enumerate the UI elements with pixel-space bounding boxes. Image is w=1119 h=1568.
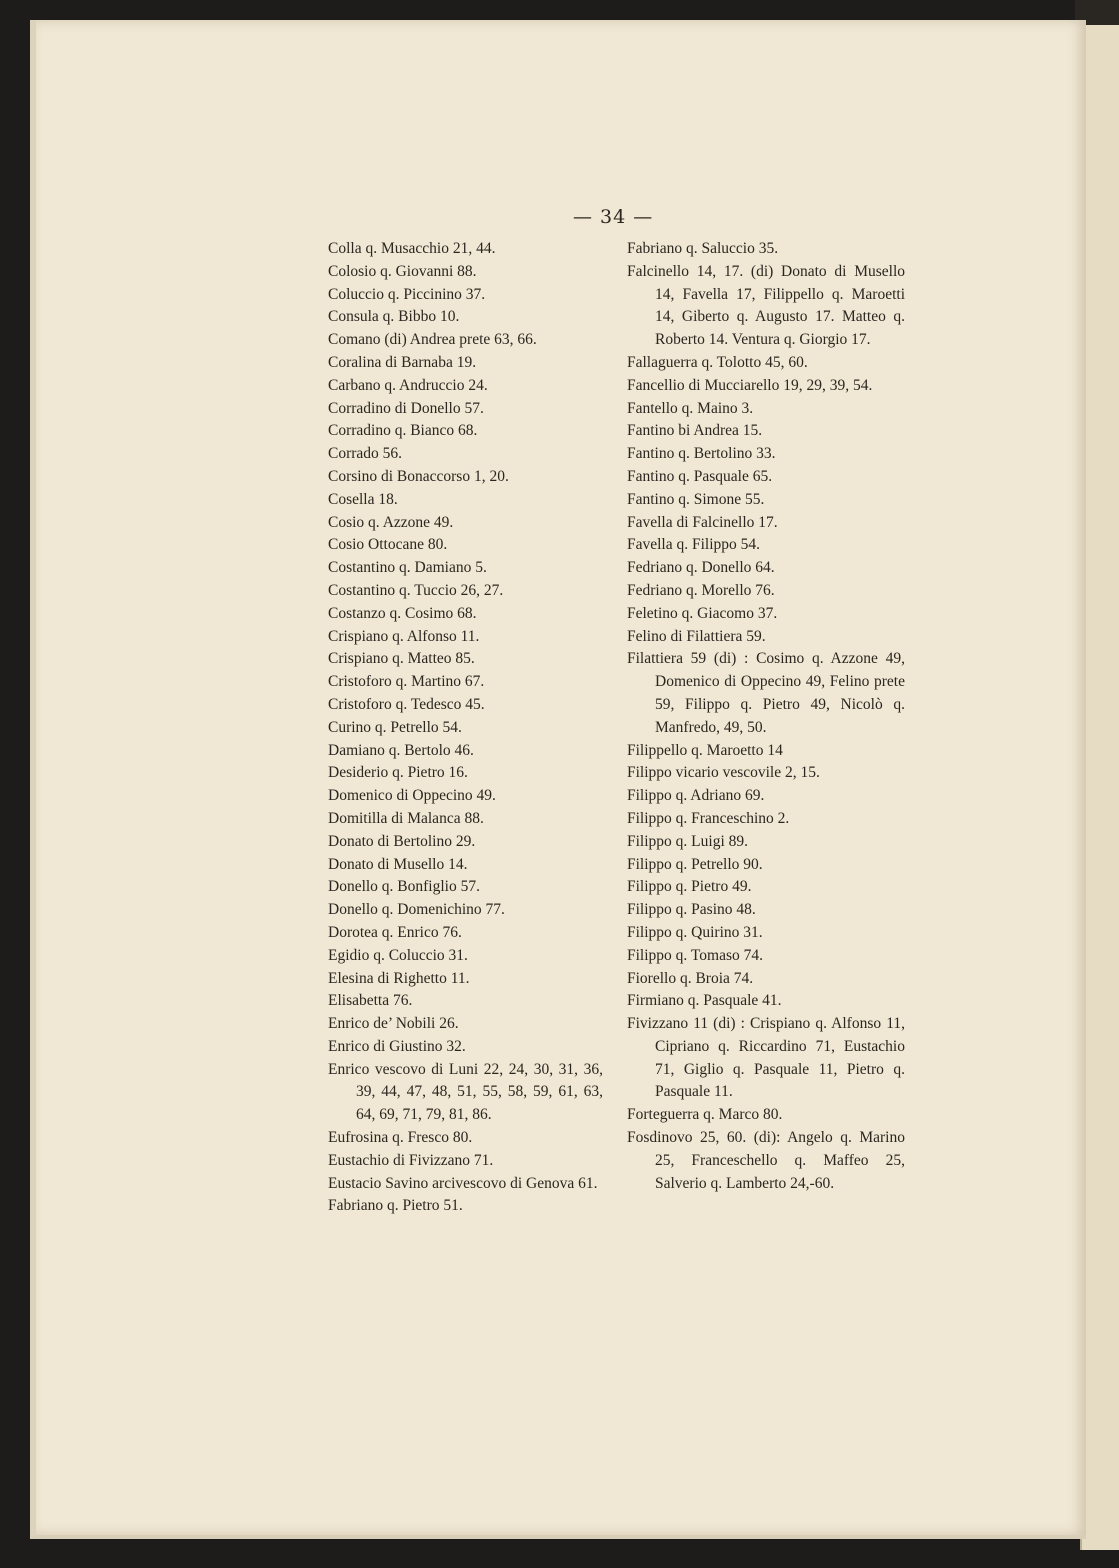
index-entry: Fabriano q. Saluccio 35. [627,240,779,257]
index-entry: Filippello q. Maroetto 14 [627,741,783,759]
index-entry: Cosio Ottocane 80. [328,536,448,554]
index-entry: Fivizzano 11 (di) : Crispiano q. Alfonso 11, Cipriano q. Riccardino 71, Eustachio 71, Giglio q. Pasquale 11, Pietro q. Pasquale 11. [627,1015,905,1101]
index-entry: Filippo q. Franceschino 2. [627,809,790,827]
index-entry: Enrico de’ Nobili 26. [328,1015,459,1033]
index-entry: Fantino q. Bertolino 33. [627,445,776,463]
index-entry: Filippo vicario vescovile 2, 15. [627,764,820,782]
index-entry: Filippo q. Adriano 69. [627,787,765,805]
index-entry: Carbano q. Andruccio 24. [328,376,488,394]
index-entry: Fancellio di Mucciarello 19, 29, 39, 54. [627,376,873,394]
index-entry: Fantino q. Simone 55. [627,490,765,508]
index-entry: Eufrosina q. Fresco 80. [328,1129,473,1147]
index-entry: Crispiano q. Alfonso 11. [328,627,480,645]
index-entry: Cristoforo q. Tedesco 45. [328,695,485,713]
index-entry: Fiorello q. Broia 74. [627,969,754,987]
index-entry: Comano (di) Andrea prete 63, 66. [328,331,537,349]
index-entry: Donello q. Bonfiglio 57. [328,878,480,896]
index-entry: Fosdinovo 25, 60. (di): Angelo q. Marino 25, Franceschello q. Maffeo 25, Salverio q. Lamberto 24,-60. [627,1129,905,1192]
index-entry: Egidio q. Coluccio 31. [328,946,468,964]
index-entry: Filippo q. Luigi 89. [627,832,748,850]
index-entry: Favella di Falcinello 17. [627,513,778,531]
index-entry: Costantino q. Damiano 5. [328,559,487,577]
index-entry: Fedriano q. Donello 64. [627,559,775,577]
index-column-left [328,238,603,1218]
index-entry: Eustachio di Fivizzano 71. [328,1151,494,1169]
index-entry: Elesina di Righetto 11. [328,969,470,987]
index-column-right [627,238,905,1195]
index-entry: Filippo q. Tomaso 74. [627,946,763,964]
index-entry: Donato di Musello 14. [328,855,468,873]
index-entry: Filippo q. Quirino 31. [627,923,763,941]
index-entry: Fantino q. Pasquale 65. [627,467,773,485]
index-entry: Domenico di Oppecino 49. [328,787,496,805]
index-entry: Fantino bi Andrea 15. [627,422,763,440]
index-entry: Curino q. Petrello 54. [328,718,462,736]
index-entry: Fantello q. Maino 3. [627,399,754,417]
index-entry: Corrado 56. [328,445,403,463]
index-entry: Falcinello 14, 17. (di) Donato di Musello 14, Favella 17, Filippello q. Maroetti 14, Giberto q. Augusto 17. Matteo q. Roberto 14. Ventura q. Giorgio 17. [627,262,905,349]
index-entry: Enrico di Giustino 32. [328,1037,466,1055]
index-entry: Fallaguerra q. Tolotto 45, 60. [627,353,808,371]
index-entry: Feletino q. Giacomo 37. [627,604,778,622]
index-entry: Crispiano q. Matteo 85. [328,650,475,668]
index-entry: Enrico vescovo di Luni 22, 24, 30, 31, 36, 39, 44, 47, 48, 51, 55, 58, 59, 61, 63, 64, 69, 71, 79, 81, 86. [328,1060,603,1124]
index-entry: Fedriano q. Morello 76. [627,581,775,599]
index-entry: Cosella 18. [328,490,398,508]
index-entry: Fabriano q. Pietro 51. [328,1197,463,1215]
index-entry: Donello q. Domenichino 77. [328,901,505,919]
index-entry: Damiano q. Bertolo 46. [328,741,474,759]
index-entry: Desiderio q. Pietro 16. [328,764,468,782]
index-entry: Firmiano q. Pasquale 41. [627,992,782,1010]
index-entry: Favella q. Filippo 54. [627,536,761,554]
index-entry: Colla q. Musacchio 21, 44. [328,240,496,257]
page-number: — 34 — [573,206,654,228]
index-entry: Corradino q. Bianco 68. [328,422,478,440]
index-entry: Coralina di Barnaba 19. [328,353,477,371]
index-entry: Colosio q. Giovanni 88. [328,262,477,280]
index-entry: Filippo q. Pasino 48. [627,901,756,919]
index-entry: Donato di Bertolino 29. [328,832,476,850]
index-entry: Coluccio q. Piccinino 37. [328,285,486,303]
index-entry: Corradino di Donello 57. [328,399,484,417]
index-entry: Filippo q. Petrello 90. [627,855,763,873]
index-entry: Cristoforo q. Martino 67. [328,673,485,691]
index-entry: Costanzo q. Cosimo 68. [328,604,477,622]
index-entry: Dorotea q. Enrico 76. [328,923,462,941]
index-entry: Cosio q. Azzone 49. [328,513,454,531]
index-entry: Corsino di Bonaccorso 1, 20. [328,467,509,485]
index-entry: Elisabetta 76. [328,992,413,1010]
index-entry: Domitilla di Malanca 88. [328,809,484,827]
index-entry: Filippo q. Pietro 49. [627,878,752,896]
index-entry: Filattiera 59 (di) : Cosimo q. Azzone 49, Domenico di Oppecino 49, Felino prete 59, Filippo q. Pietro 49, Nicolò q. Manfredo, 49, 50. [627,650,905,736]
index-entry: Felino di Filattiera 59. [627,627,766,645]
index-entry: Eustacio Savino arcivescovo di Genova 61. [328,1174,598,1192]
index-entry: Forteguerra q. Marco 80. [627,1106,783,1124]
index-entry: Costantino q. Tuccio 26, 27. [328,581,504,599]
index-entry: Consula q. Bibbo 10. [328,308,460,326]
